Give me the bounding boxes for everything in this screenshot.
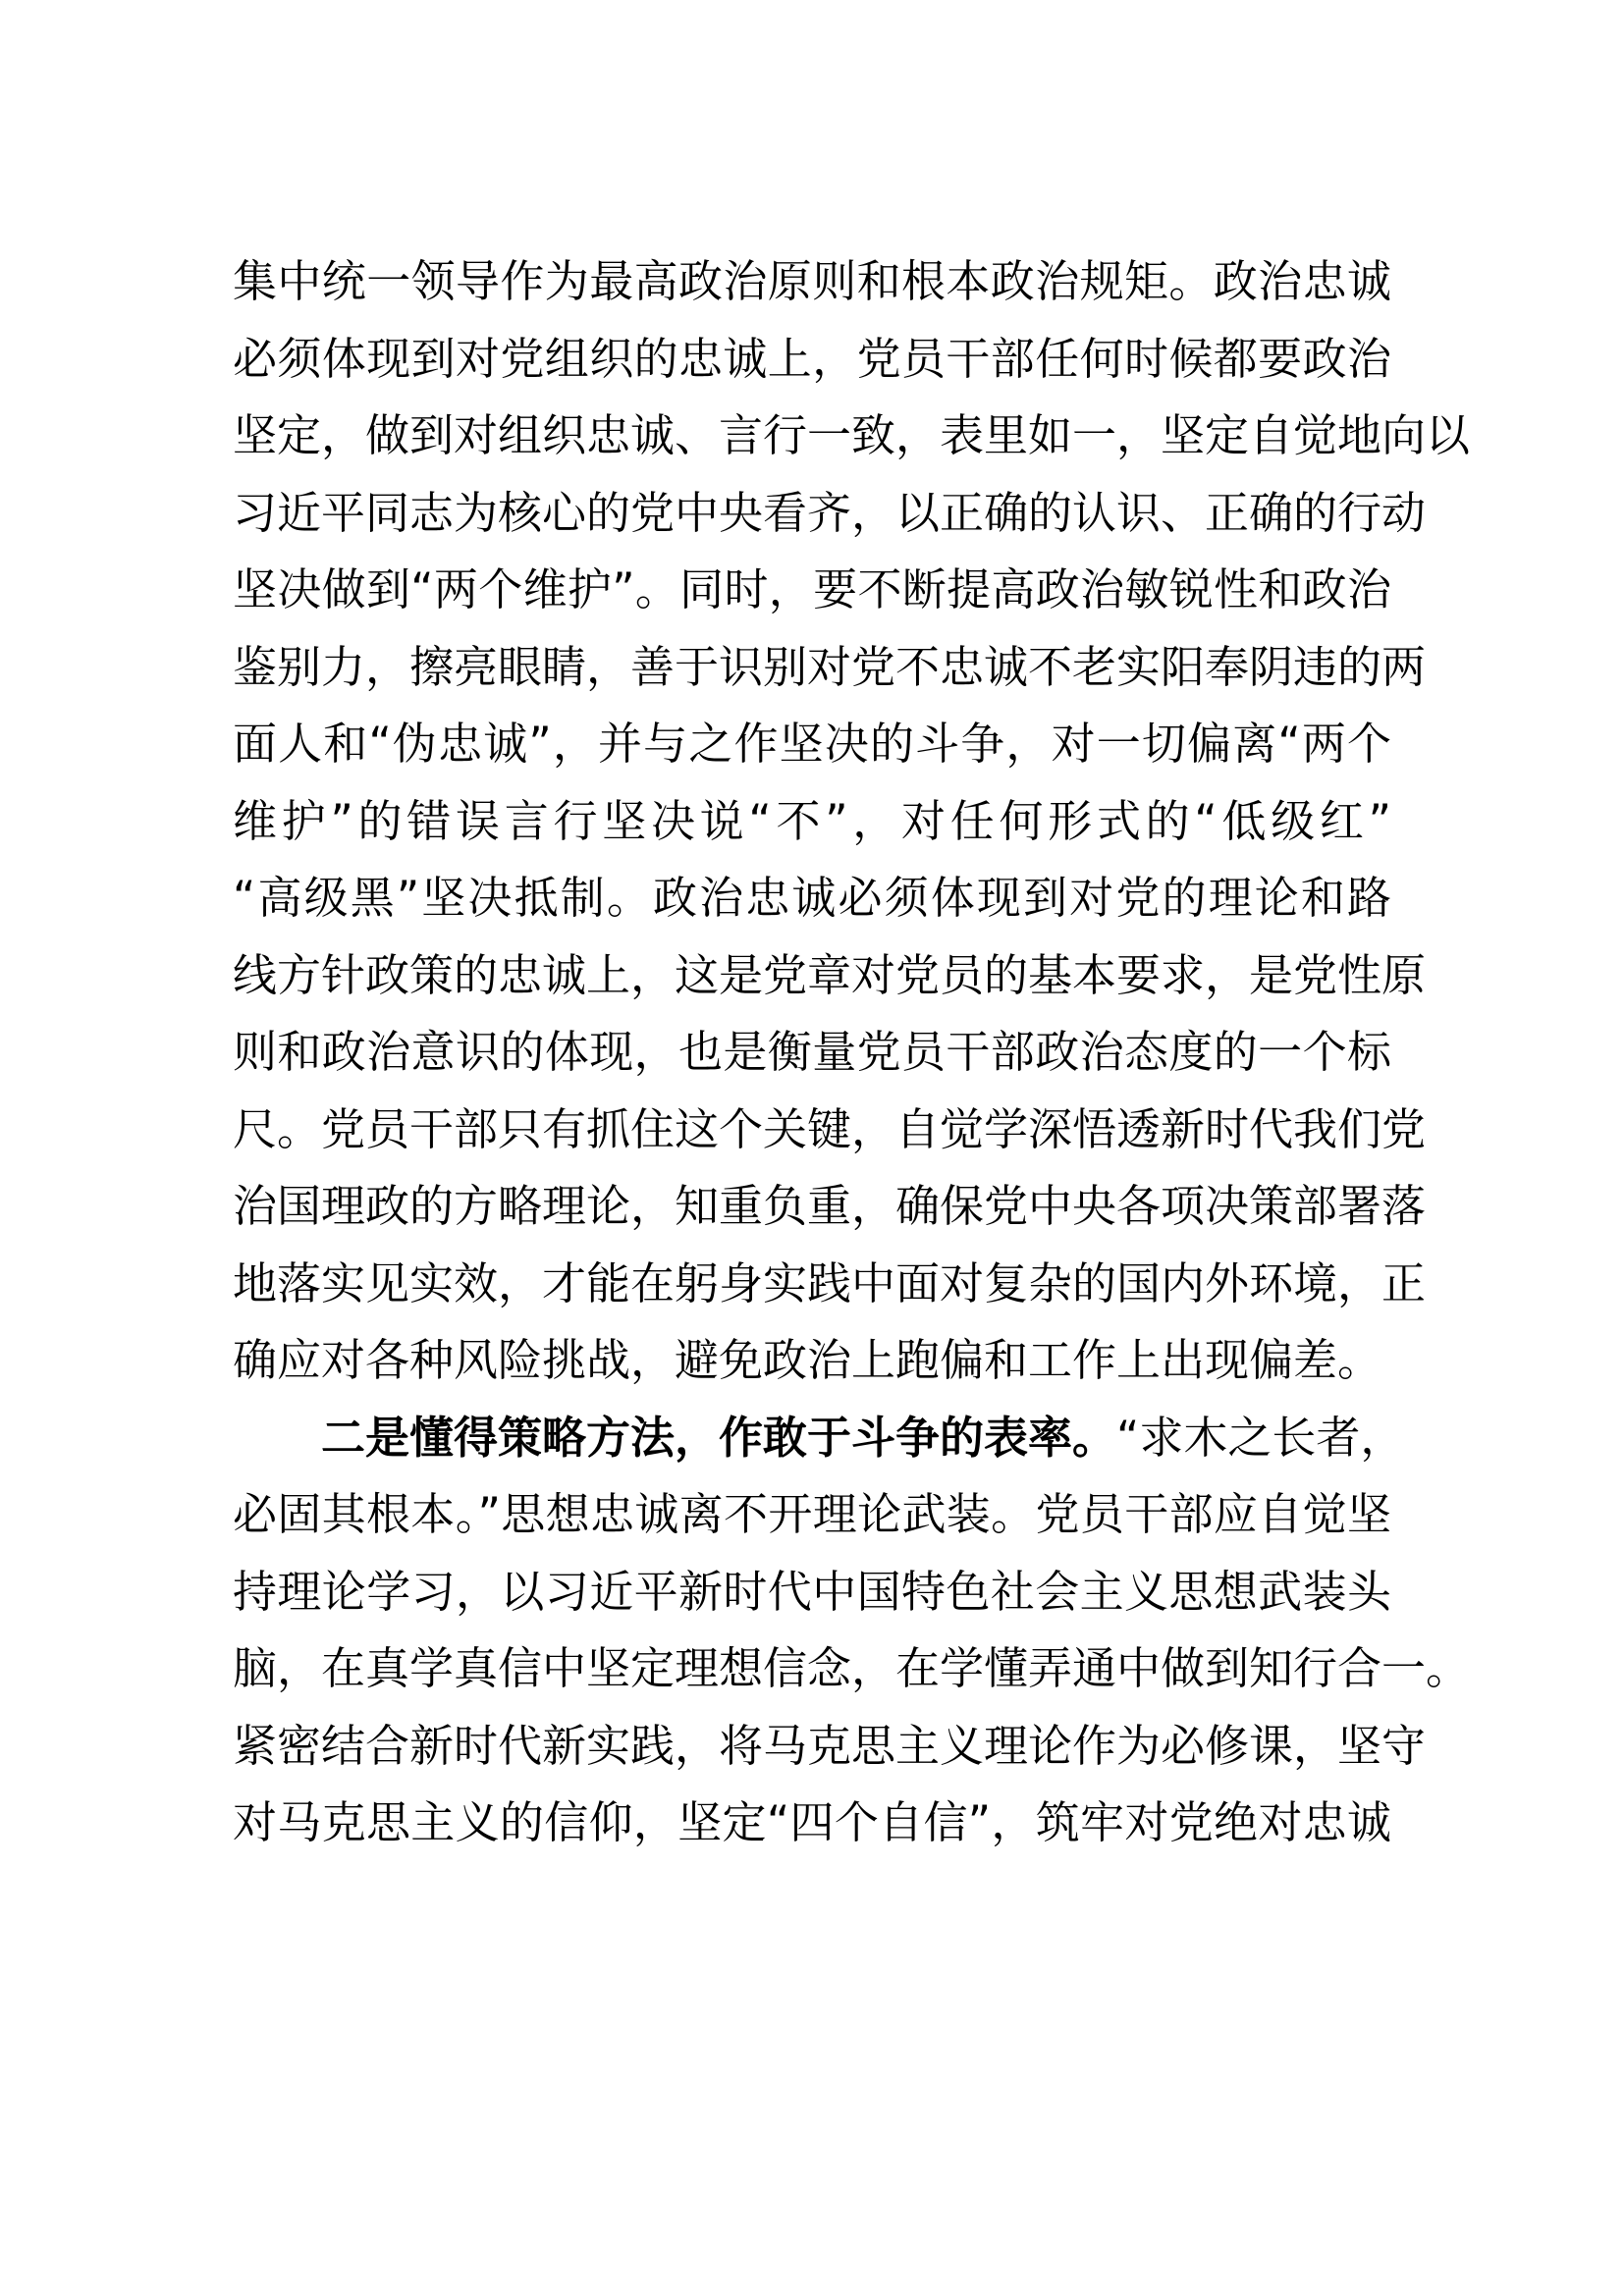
section-heading: 二是懂得策略方法，作敢于斗争的表率。 (321, 1411, 1117, 1464)
text-line: 习近平同志为核心的党中央看齐，以正确的认识、正确的行动 (233, 486, 1427, 539)
text-line: 则和政治意识的体现，也是衡量党员干部政治态度的一个标 (233, 1026, 1391, 1078)
text-run: “求木之长者， (1116, 1411, 1405, 1464)
text-line: 坚定，做到对组织忠诚、言行一致，表里如一，坚定自觉地向以 (233, 409, 1471, 461)
text-line: 坚决做到“两个维护”。同时，要不断提高政治敏锐性和政治 (233, 563, 1391, 615)
text-line: 紧密结合新时代新实践，将马克思主义理论作为必修课，坚守 (233, 1719, 1427, 1772)
text-line: 治国理政的方略理论，知重负重，确保党中央各项决策部署落 (233, 1180, 1427, 1232)
text-line: 集中统一领导作为最高政治原则和根本政治规矩。政治忠诚 (233, 255, 1391, 307)
text-line: “高级黑”坚决抵制。政治忠诚必须体现到对党的理论和路 (233, 872, 1391, 924)
text-line: 鉴别力，擦亮眼睛，善于识别对党不忠诚不老实阳奉阴违的两 (233, 640, 1427, 693)
document-page (233, 243, 1471, 1862)
paragraph-political-loyalty (233, 243, 1471, 1400)
paragraph-strategy-methods (233, 1400, 1471, 1862)
paragraph-first-line (233, 1400, 1405, 1477)
text-line: 对马克思主义的信仰，坚定“四个自信”，筑牢对党绝对忠诚 (233, 1796, 1391, 1848)
text-line: 面人和“伪忠诚”，并与之作坚决的斗争，对一切偏离“两个 (233, 718, 1391, 770)
text-line: 线方针政策的忠诚上，这是党章对党员的基本要求，是党性原 (233, 948, 1427, 1001)
text-line: 确应对各种风险挑战，避免政治上跑偏和工作上出现偏差。 (233, 1334, 1382, 1386)
text-line: 必须体现到对党组织的忠诚上，党员干部任何时候都要政治 (233, 332, 1391, 385)
text-line: 尺。党员干部只有抓住这个关键，自觉学深悟透新时代我们党 (233, 1102, 1427, 1155)
text-line: 脑，在真学真信中坚定理想信念，在学懂弄通中做到知行合一。 (233, 1642, 1471, 1694)
text-line: 持理论学习，以习近平新时代中国特色社会主义思想武装头 (233, 1565, 1391, 1618)
text-line: 地落实见实效，才能在躬身实践中面对复杂的国内外环境，正 (233, 1256, 1427, 1309)
text-line: 维护”的错误言行坚决说“不”，对任何形式的“低级红” (233, 794, 1391, 847)
text-line: 必固其根本。”思想忠诚离不开理论武装。党员干部应自觉坚 (233, 1488, 1391, 1540)
